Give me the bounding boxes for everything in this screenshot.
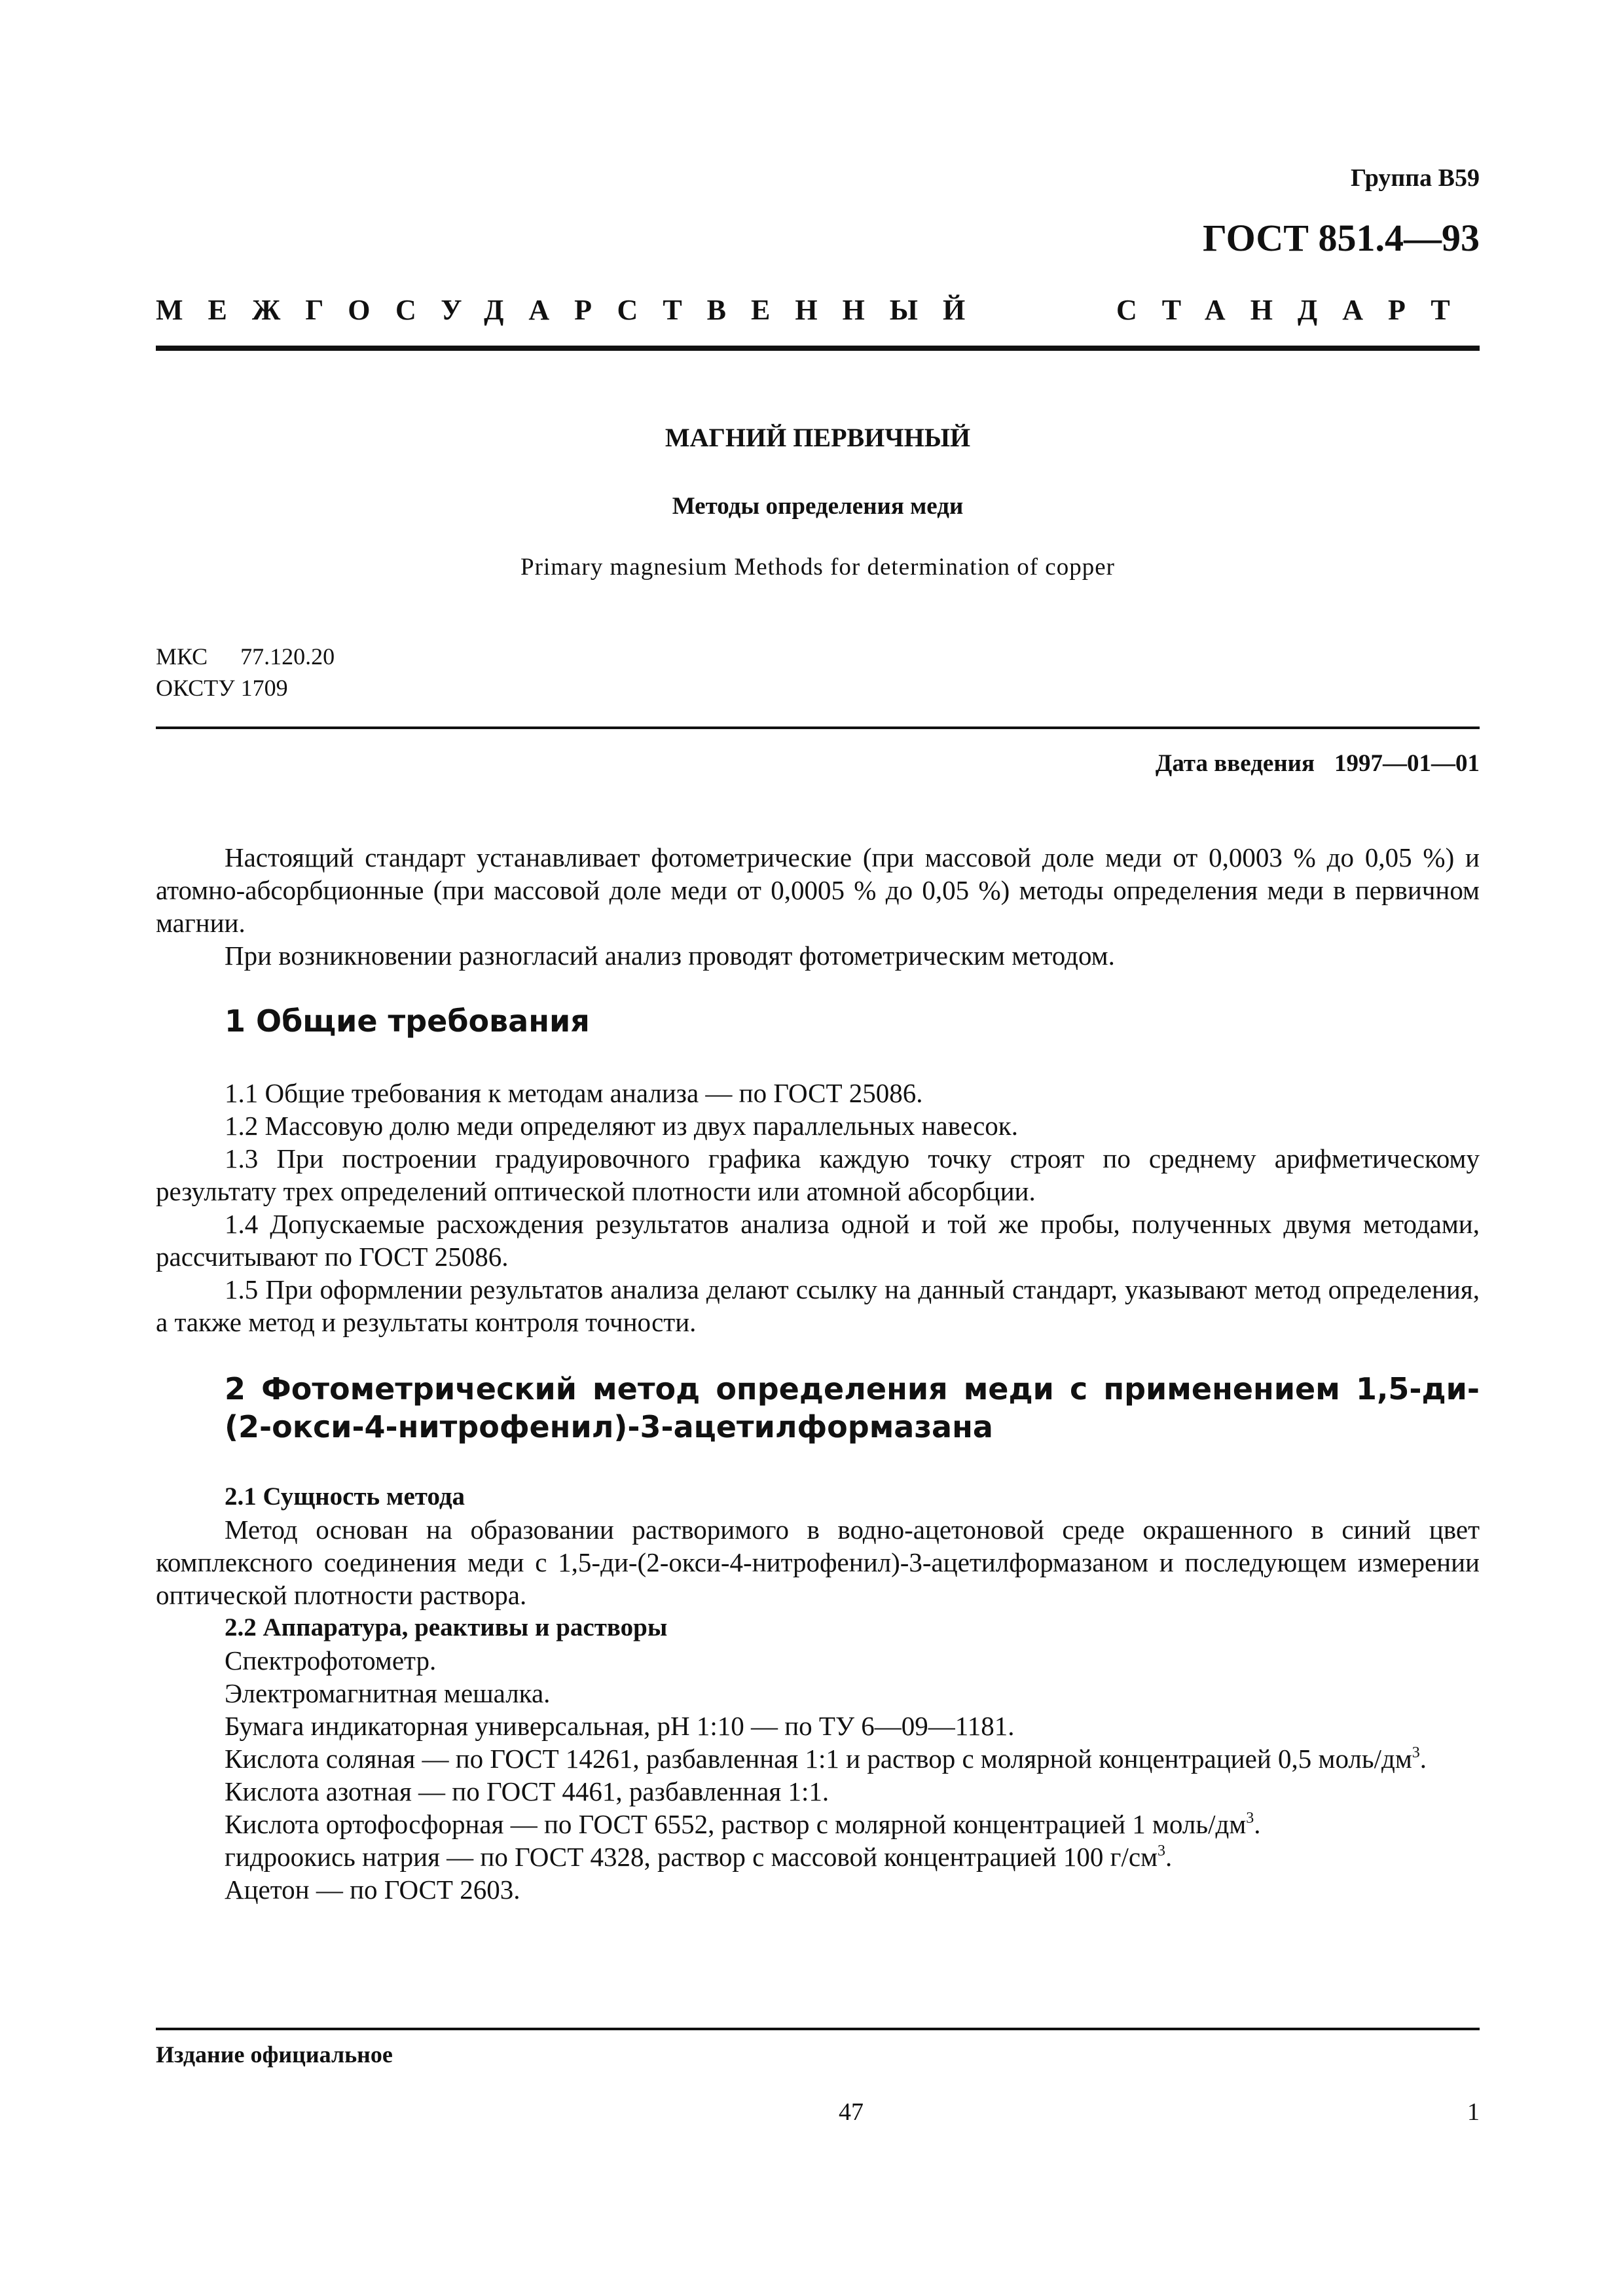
reagent-item: Кислота ортофосфорная — по ГОСТ 6552, раствор с молярной концентрацией 1 моль/$дм^3$.	[225, 1809, 1261, 1839]
subsection-2-1-title: 2.1 Сущность метода	[225, 1482, 465, 1511]
edition-label: Издание официальное	[156, 2041, 393, 2068]
list-item: 1.1 Общие требования к методам анализа — по ГОСТ 25086.	[225, 1078, 923, 1108]
codes-rule	[156, 726, 1480, 729]
mks-value: 77.120.20	[240, 643, 335, 670]
list-item: 1.2 Массовую долю меди определяют из двух параллельных навесок.	[225, 1111, 1018, 1141]
intro-section	[156, 841, 1480, 972]
subsection-2-1-text: Метод основан на образовании растворимого в водно-ацетоновой среде окрашенного в синий цвет комплексного соединения меди с 1,5-ди-(2-окси-4-нитрофенил)-3-ацетилформазаном и последующем измерении оптической плотности раствора.	[156, 1515, 1480, 1610]
section-2-title: 2 Фотометрический метод определения меди с применением 1,5-ди-(2-окси-4-нитрофенил)-3-ацетилформазана	[225, 1371, 1480, 1444]
reagent-item: Ацетон — по ГОСТ 2603.	[225, 1874, 520, 1905]
reagent-item: Бумага индикаторная универсальная, pH 1:10 — по ТУ 6—09—1181.	[225, 1711, 1015, 1741]
group-label: Группа В59	[1350, 164, 1480, 192]
standard-kind-right: СТАНДАРТ	[1116, 294, 1475, 326]
header-rule	[156, 346, 1480, 351]
intro-date	[851, 749, 1480, 778]
intro-paragraph: При возникновении разногласий анализ проводят фотометрическим методом.	[225, 941, 1115, 971]
intro-paragraph: Настоящий стандарт устанавливает фотометрические (при массовой доле меди от 0,0003 % до 0,05 %) и атомно-абсорбционные (при массовой доле меди от 0,0005 % до 0,05 %) методы определения меди в первичном магнии.	[156, 842, 1480, 938]
section-2-body	[156, 1480, 1480, 1906]
footer-rule	[156, 2028, 1480, 2030]
gost-number: ГОСТ 851.4—93	[1203, 217, 1480, 259]
reagent-item: гидроокись натрия — по ГОСТ 4328, раствор с массовой концентрацией 100 $г/см^3$.	[225, 1842, 1173, 1872]
page-number-right: 1	[1467, 2098, 1480, 2126]
list-item: 1.3 При построении градуировочного графика каждую точку строят по среднему арифметическому результату трех определений оптической плотности или атомной абсорбции.	[156, 1143, 1480, 1206]
reagent-item: Кислота соляная — по ГОСТ 14261, разбавленная 1:1 и раствор с молярной концентрацией 0,5 моль/$дм^3$.	[225, 1744, 1427, 1774]
list-item: 1.5 При оформлении результатов анализа делают ссылку на данный стандарт, указывают метод определения, а также метод и результаты контроля точности.	[156, 1274, 1480, 1337]
intro-date-label: Дата введения	[1155, 750, 1315, 777]
mks-label: МКС	[156, 643, 208, 670]
mks-code	[156, 643, 335, 670]
document-title: МАГНИЙ ПЕРВИЧНЫЙ	[665, 423, 971, 452]
reagent-item: Электромагнитная мешалка.	[225, 1678, 551, 1708]
reagent-item: Спектрофотометр.	[225, 1645, 437, 1676]
okstu-code: ОКСТУ 1709	[156, 675, 288, 701]
section-1-title: 1 Общие требования	[225, 1003, 590, 1039]
reagent-item: Кислота азотная — по ГОСТ 4461, разбавленная 1:1.	[225, 1776, 830, 1806]
english-title: Primary magnesium Methods for determination of copper	[520, 554, 1115, 581]
section-1-list	[156, 1077, 1480, 1338]
list-item: 1.4 Допускаемые расхождения результатов анализа одной и той же пробы, полученных двумя методами, рассчитывают по ГОСТ 25086.	[156, 1209, 1480, 1272]
standard-kind-left: МЕЖГОСУДАРСТВЕННЫЙ	[156, 294, 991, 326]
page-number-center: 47	[839, 2098, 864, 2126]
subsection-2-2-title: 2.2 Аппаратура, реактивы и растворы	[225, 1613, 668, 1641]
intro-date-value: 1997—01—01	[1334, 750, 1480, 777]
document-subtitle: Методы определения меди	[672, 493, 964, 520]
